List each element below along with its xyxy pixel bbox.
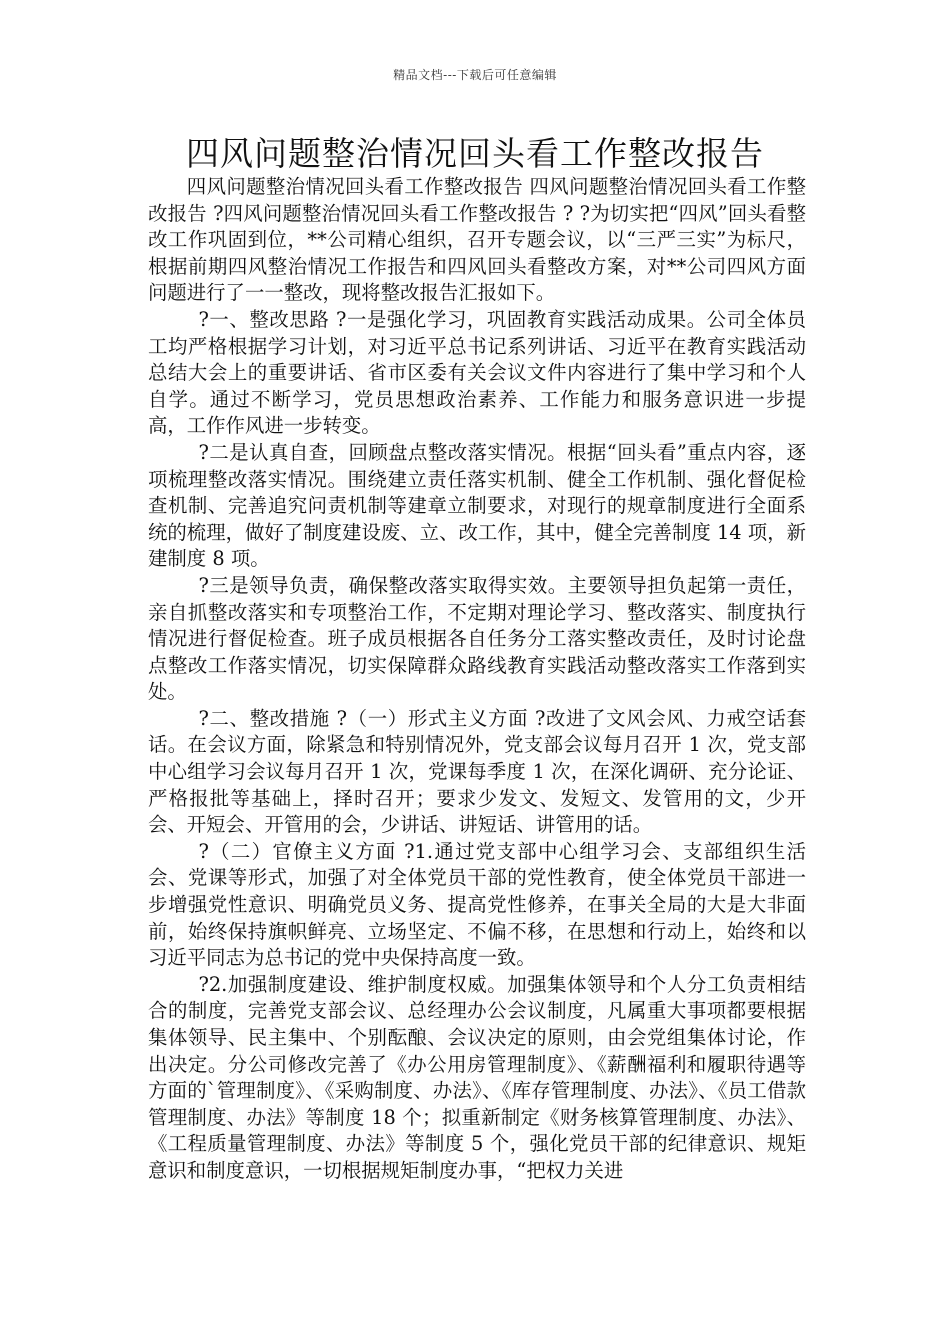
paragraph-institution-building: ?2.加强制度建设、维护制度权威。加强集体领导和个人分工负责相结合的制度，完善党支部会议、总经理办公会议制度，凡属重大事项都要根据集体领导、民主集中、个别酝酿、会议决定的原则，由会党组集体讨论，作出决定。分公司修改完善了《办公用房管理制度》、《薪酬福利和履职待遇等方面的`管理制度》、《采购制度、办法》、《库存管理制度、办法》、《员工借款管理制度、办法》等制度 18 个；拟重新制定《财务核算管理制度、办法》、《工程质量管理制度、办法》等制度 5 个，强化党员干部的纪律意识、规矩意识和制度意识，一切根据规矩制度办事，“把权力关进 xyxy=(148,972,806,1182)
paragraph-intro: 四风问题整治情况回头看工作整改报告 四风问题整治情况回头看工作整改报告 ?四风问题整治情况回头看工作整改报告 ? ?为切实把“四风”回头看整改工作巩固到位，**公司精心组织，召开专题会议，以“三严三实”为标尺，根据前期四风整治情况工作报告和四风回头看整改方案，对**公司四风方面问题进行了一一整改，现将整改报告汇报如下。 xyxy=(148,175,806,305)
paragraph-approach-study: ?一、整改思路 ?一是强化学习，巩固教育实践活动成果。公司全体员工均严格根据学习计划，对习近平总书记系列讲话、习近平在教育实践活动总结大会上的重要讲话、省市区委有关会议文件内容进行了集中学习和个人自学。通过不断学习，党员思想政治素养、工作能力和服务意识进一步提高，工作作风进一步转变。 xyxy=(148,307,806,438)
document-body xyxy=(148,174,806,1324)
paragraph-bureaucracy: ?（二）官僚主义方面 ?1.通过党支部中心组学习会、支部组织生活会、党课等形式，加强了对全体党员干部的党性教育，使全体党员干部进一步增强党性意识、明确党员义务、提高党性修养，在事关全局的大是大非面前，始终保持旗帜鲜亮、立场坚定、不偏不移，在思想和行动上，始终和以习近平同志为总书记的党中央保持高度一致。 xyxy=(148,839,806,970)
document-title: 四风问题整治情况回头看工作整改报告 xyxy=(186,134,764,173)
page-header-note: 精品文档---下载后可任意编辑 xyxy=(393,68,557,82)
paragraph-measures-formalism: ?二、整改措施 ?（一）形式主义方面 ?改进了文风会风、力戒空话套话。在会议方面，除紧急和特别情况外，党支部会议每月召开 1 次，党支部中心组学习会议每月召开 1 次，党课每季度 1 次，在深化调研、充分论证、严格报批等基础上，择时召开；要求少发文、发短文、发管用的文，少开会、开短会、开管用的会，少讲话、讲短话、讲管用的话。 xyxy=(148,706,806,837)
paragraph-self-inspection: ?二是认真自查，回顾盘点整改落实情况。根据“回头看”重点内容，逐项梳理整改落实情况。围绕建立责任落实机制、健全工作机制、强化督促检查机制、完善追究问责机制等建章立制要求，对现行的规章制度进行全面系统的梳理，做好了制度建设废、立、改工作，其中，健全完善制度 14 项，新建制度 8 项。 xyxy=(148,440,806,571)
paragraph-leadership: ?三是领导负责，确保整改落实取得实效。主要领导担负起第一责任，亲自抓整改落实和专项整治工作，不定期对理论学习、整改落实、制度执行情况进行督促检查。班子成员根据各自任务分工落实整改责任，及时讨论盘点整改工作落实情况，切实保障群众路线教育实践活动整改落实工作落到实处。 xyxy=(148,573,806,704)
